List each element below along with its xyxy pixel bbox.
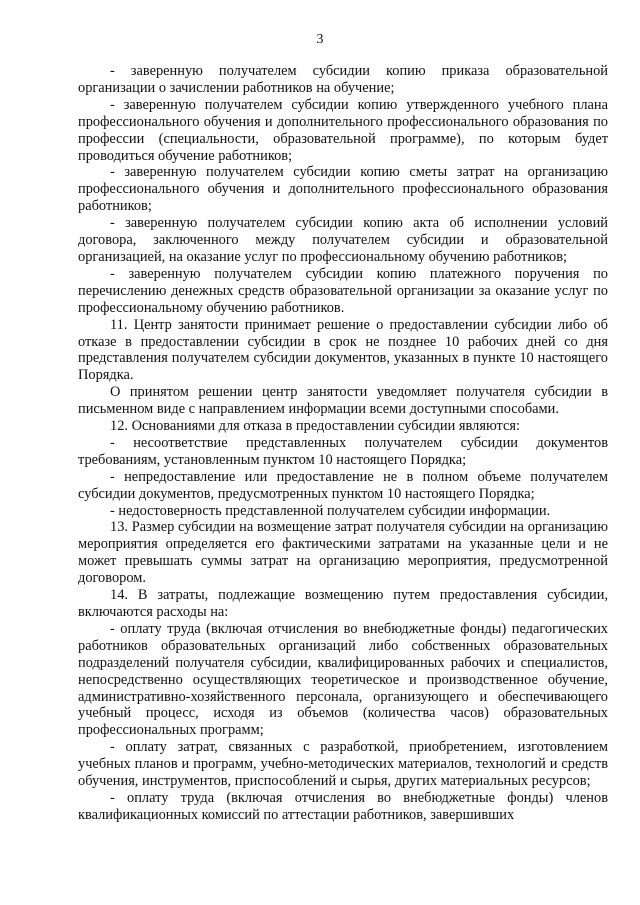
paragraph: 14. В затраты, подлежащие возмещению путем предоставления субсидии, включаются расходы на: [78, 587, 608, 620]
paragraph: 11. Центр занятости принимает решение о предоставлении субсидии либо об отказе в предоставлении субсидии в срок не позднее 10 рабочих дней со дня представления получателем субсидии документов, указанных в пункте 10 настоящего Порядка. [78, 316, 608, 384]
paragraph: О принятом решении центр занятости уведомляет получателя субсидии в письменном виде с направлением информации всеми доступными способами. [78, 384, 608, 418]
paragraph: 12. Основаниями для отказа в предоставлении субсидии являются: [110, 418, 520, 435]
paragraph: - оплату затрат, связанных с разработкой, приобретением, изготовлением учебных планов и программ, учебно-методических материалов, технологий и средств обучения, инструментов, приспособлений и сырья, других материальных ресурсов; [78, 739, 608, 790]
paragraph: - недостоверность представленной получателем субсидии информации. [110, 502, 551, 519]
paragraph: - оплату труда (включая отчисления во внебюджетные фонды) членов квалификационных комиссий по аттестации работников, завершивших [78, 789, 608, 823]
paragraph: - заверенную получателем субсидии копию утвержденного учебного плана профессионального обучения и дополнительного профессионального образования по профессии (специальности, образовательной программе), по которым будет проводиться обучение работников; [78, 96, 608, 164]
paragraph: - заверенную получателем субсидии копию платежного поручения по перечислению денежных средств образовательной организации за оказание услуг по профессиональному обучению работников. [78, 265, 608, 316]
document-body [78, 63, 608, 824]
paragraph: - заверенную получателем субсидии копию приказа образовательной организации о зачислении работников на обучение; [78, 63, 608, 96]
paragraph: - непредоставление или предоставление не в полном объеме получателем субсидии документов, предусмотренных пунктом 10 настоящего Порядка; [78, 468, 608, 502]
paragraph: - несоответствие представленных получателем субсидии документов требованиям, установленным пунктом 10 настоящего Порядка; [78, 434, 608, 468]
paragraph: - заверенную получателем субсидии копию акта об исполнении условий договора, заключенного между получателем субсидии и образовательной организацией, на оказание услуг по профессиональному обучению работников; [78, 215, 608, 265]
page-number: 3 [316, 32, 324, 47]
paragraph: 13. Размер субсидии на возмещение затрат получателя субсидии на организацию мероприятия определяется его фактическими затратами на указанные цели и не может превышать суммы затрат на организацию мероприятия, предусмотренной договором. [78, 519, 608, 587]
paragraph: - заверенную получателем субсидии копию сметы затрат на организацию профессионального обучения и дополнительного профессионального образования работников; [78, 164, 608, 215]
paragraph: - оплату труда (включая отчисления во внебюджетные фонды) педагогических работников образовательных организаций либо собственных образовательных подразделений получателя субсидии, квалифицированных рабочих и специалистов, непосредственно осуществляющих теоретическое и производственное обучение, административно-хозяйственного персонала, организующего и обеспечивающего учебный процесс, исходя из объемов (количества часов) образовательных профессиональных программ; [78, 620, 608, 739]
